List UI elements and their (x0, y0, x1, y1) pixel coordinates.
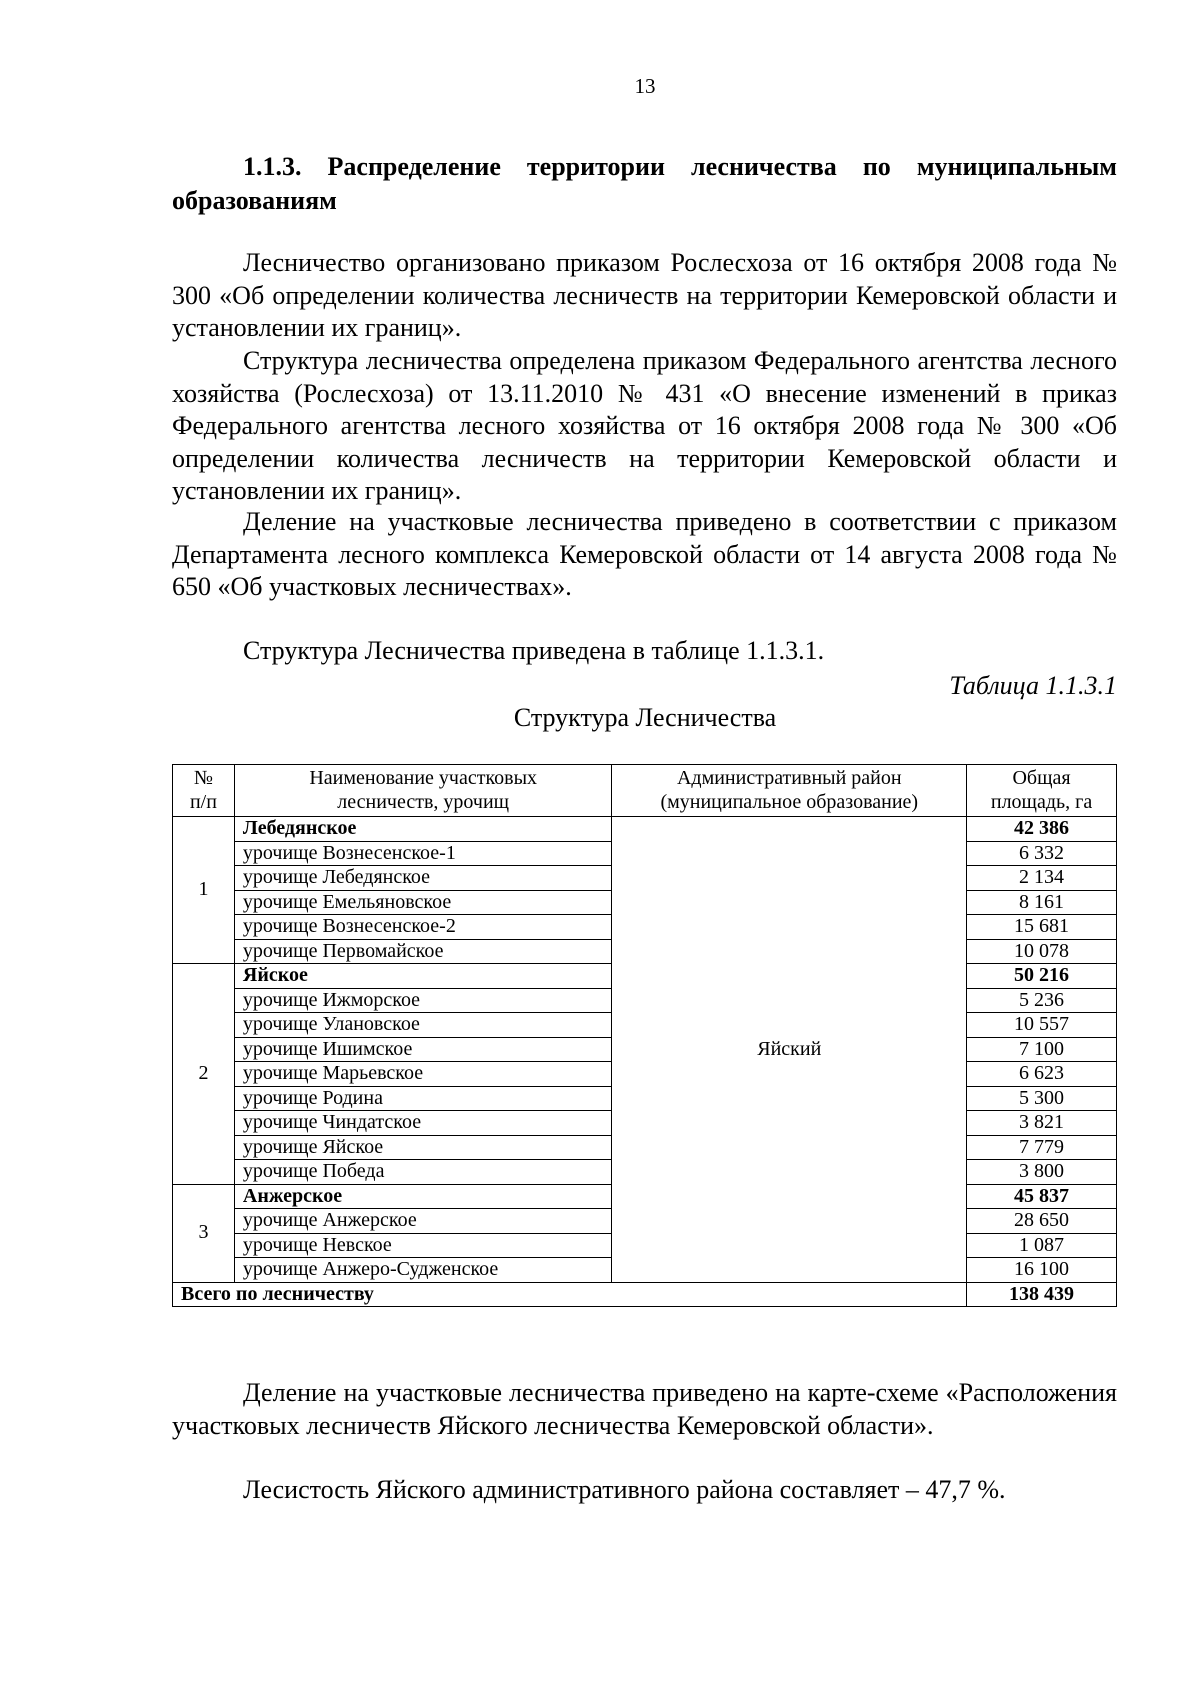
group-area: 45 837 (967, 1184, 1117, 1209)
group-number: 1 (173, 817, 235, 964)
table-title: Структура Лесничества (513, 703, 777, 732)
tract-name: урочище Невское (234, 1233, 612, 1258)
group-area: 50 216 (967, 964, 1117, 989)
tract-name: урочище Ижморское (234, 988, 612, 1013)
tract-name: урочище Лебедянское (234, 866, 612, 891)
section-heading (172, 150, 1117, 218)
tract-area: 2 134 (967, 866, 1117, 891)
table-label: Таблица 1.1.3.1 (949, 671, 1117, 700)
tract-area: 8 161 (967, 890, 1117, 915)
total-label: Всего по лесничеству (173, 1282, 967, 1307)
group-number: 3 (173, 1184, 235, 1282)
tract-name: урочище Анжеро-Судженское (234, 1258, 612, 1283)
tract-name: урочище Первомайское (234, 939, 612, 964)
tract-name: урочище Яйское (234, 1135, 612, 1160)
tract-area: 3 821 (967, 1111, 1117, 1136)
tract-area: 7 100 (967, 1037, 1117, 1062)
tract-area: 3 800 (967, 1160, 1117, 1185)
tract-name: урочище Анжерское (234, 1209, 612, 1234)
tract-area: 7 779 (967, 1135, 1117, 1160)
district-cell: Яйский (612, 817, 967, 1283)
table-row (173, 817, 1117, 842)
tract-name: урочище Вознесенское-1 (234, 841, 612, 866)
tract-name: урочище Победа (234, 1160, 612, 1185)
header-num: № п/п (173, 765, 235, 817)
total-row (173, 1282, 1117, 1307)
paragraph-structure: Структура лесничества определена приказом Федерального агентства лесного хозяйства (Рослесхоза) от 13.11.2010 № 431 «О внесение изменений в приказ Федерального агентства лесного хозяйства от 16 октября 2008 года № 300 «Об определении количества лесничеств на территории Кемеровской области и установлении их границ». (172, 346, 1117, 505)
tract-area: 6 332 (967, 841, 1117, 866)
total-area: 138 439 (967, 1282, 1117, 1307)
tract-area: 16 100 (967, 1258, 1117, 1283)
paragraph-division: Деление на участковые лесничества приведено в соответствии с приказом Департамента лесного комплекса Кемеровской области от 14 августа 2008 года № 650 «Об участковых лесничествах». (172, 507, 1117, 601)
tract-area: 28 650 (967, 1209, 1117, 1234)
section-title: Распределение территории лесничества по муниципальным образованиям (172, 152, 1117, 215)
paragraph-map-ref: Деление на участковые лесничества приведено на карте-схеме «Расположения участковых лесничеств Яйского лесничества Кемеровской области». (172, 1378, 1117, 1440)
tract-area: 6 623 (967, 1062, 1117, 1087)
paragraph-forest-cover: Лесистость Яйского административного района составляет – 47,7 %. (243, 1475, 1006, 1504)
group-name: Яйское (234, 964, 612, 989)
tract-area: 10 557 (967, 1013, 1117, 1038)
tract-name: урочище Родина (234, 1086, 612, 1111)
tract-name: урочище Улановское (234, 1013, 612, 1038)
tract-name: урочище Вознесенское-2 (234, 915, 612, 940)
tract-area: 15 681 (967, 915, 1117, 940)
tract-name: урочище Марьевское (234, 1062, 612, 1087)
page-number: 13 (634, 74, 656, 98)
tract-area: 5 236 (967, 988, 1117, 1013)
tract-name: урочище Емельяновское (234, 890, 612, 915)
group-area: 42 386 (967, 817, 1117, 842)
tract-area: 10 078 (967, 939, 1117, 964)
tract-area: 1 087 (967, 1233, 1117, 1258)
group-number: 2 (173, 964, 235, 1185)
tract-name: урочище Ишимское (234, 1037, 612, 1062)
tract-name: урочище Чиндатское (234, 1111, 612, 1136)
tract-area: 5 300 (967, 1086, 1117, 1111)
header-name: Наименование участковых лесничеств, урочищ (234, 765, 612, 817)
table-header-row (173, 765, 1117, 817)
paragraph-order: Лесничество организовано приказом Рослесхоза от 16 октября 2008 года № 300 «Об определении количества лесничеств на территории Кемеровской области и установлении их границ». (172, 248, 1117, 342)
section-number: 1.1.3. (243, 152, 302, 181)
forestry-structure-table (172, 764, 1117, 1307)
group-name: Анжерское (234, 1184, 612, 1209)
header-district: Административный район (муниципальное образование) (612, 765, 967, 817)
header-area: Общая площадь, га (967, 765, 1117, 817)
paragraph-table-ref: Структура Лесничества приведена в таблице 1.1.3.1. (243, 636, 825, 665)
group-name: Лебедянское (234, 817, 612, 842)
